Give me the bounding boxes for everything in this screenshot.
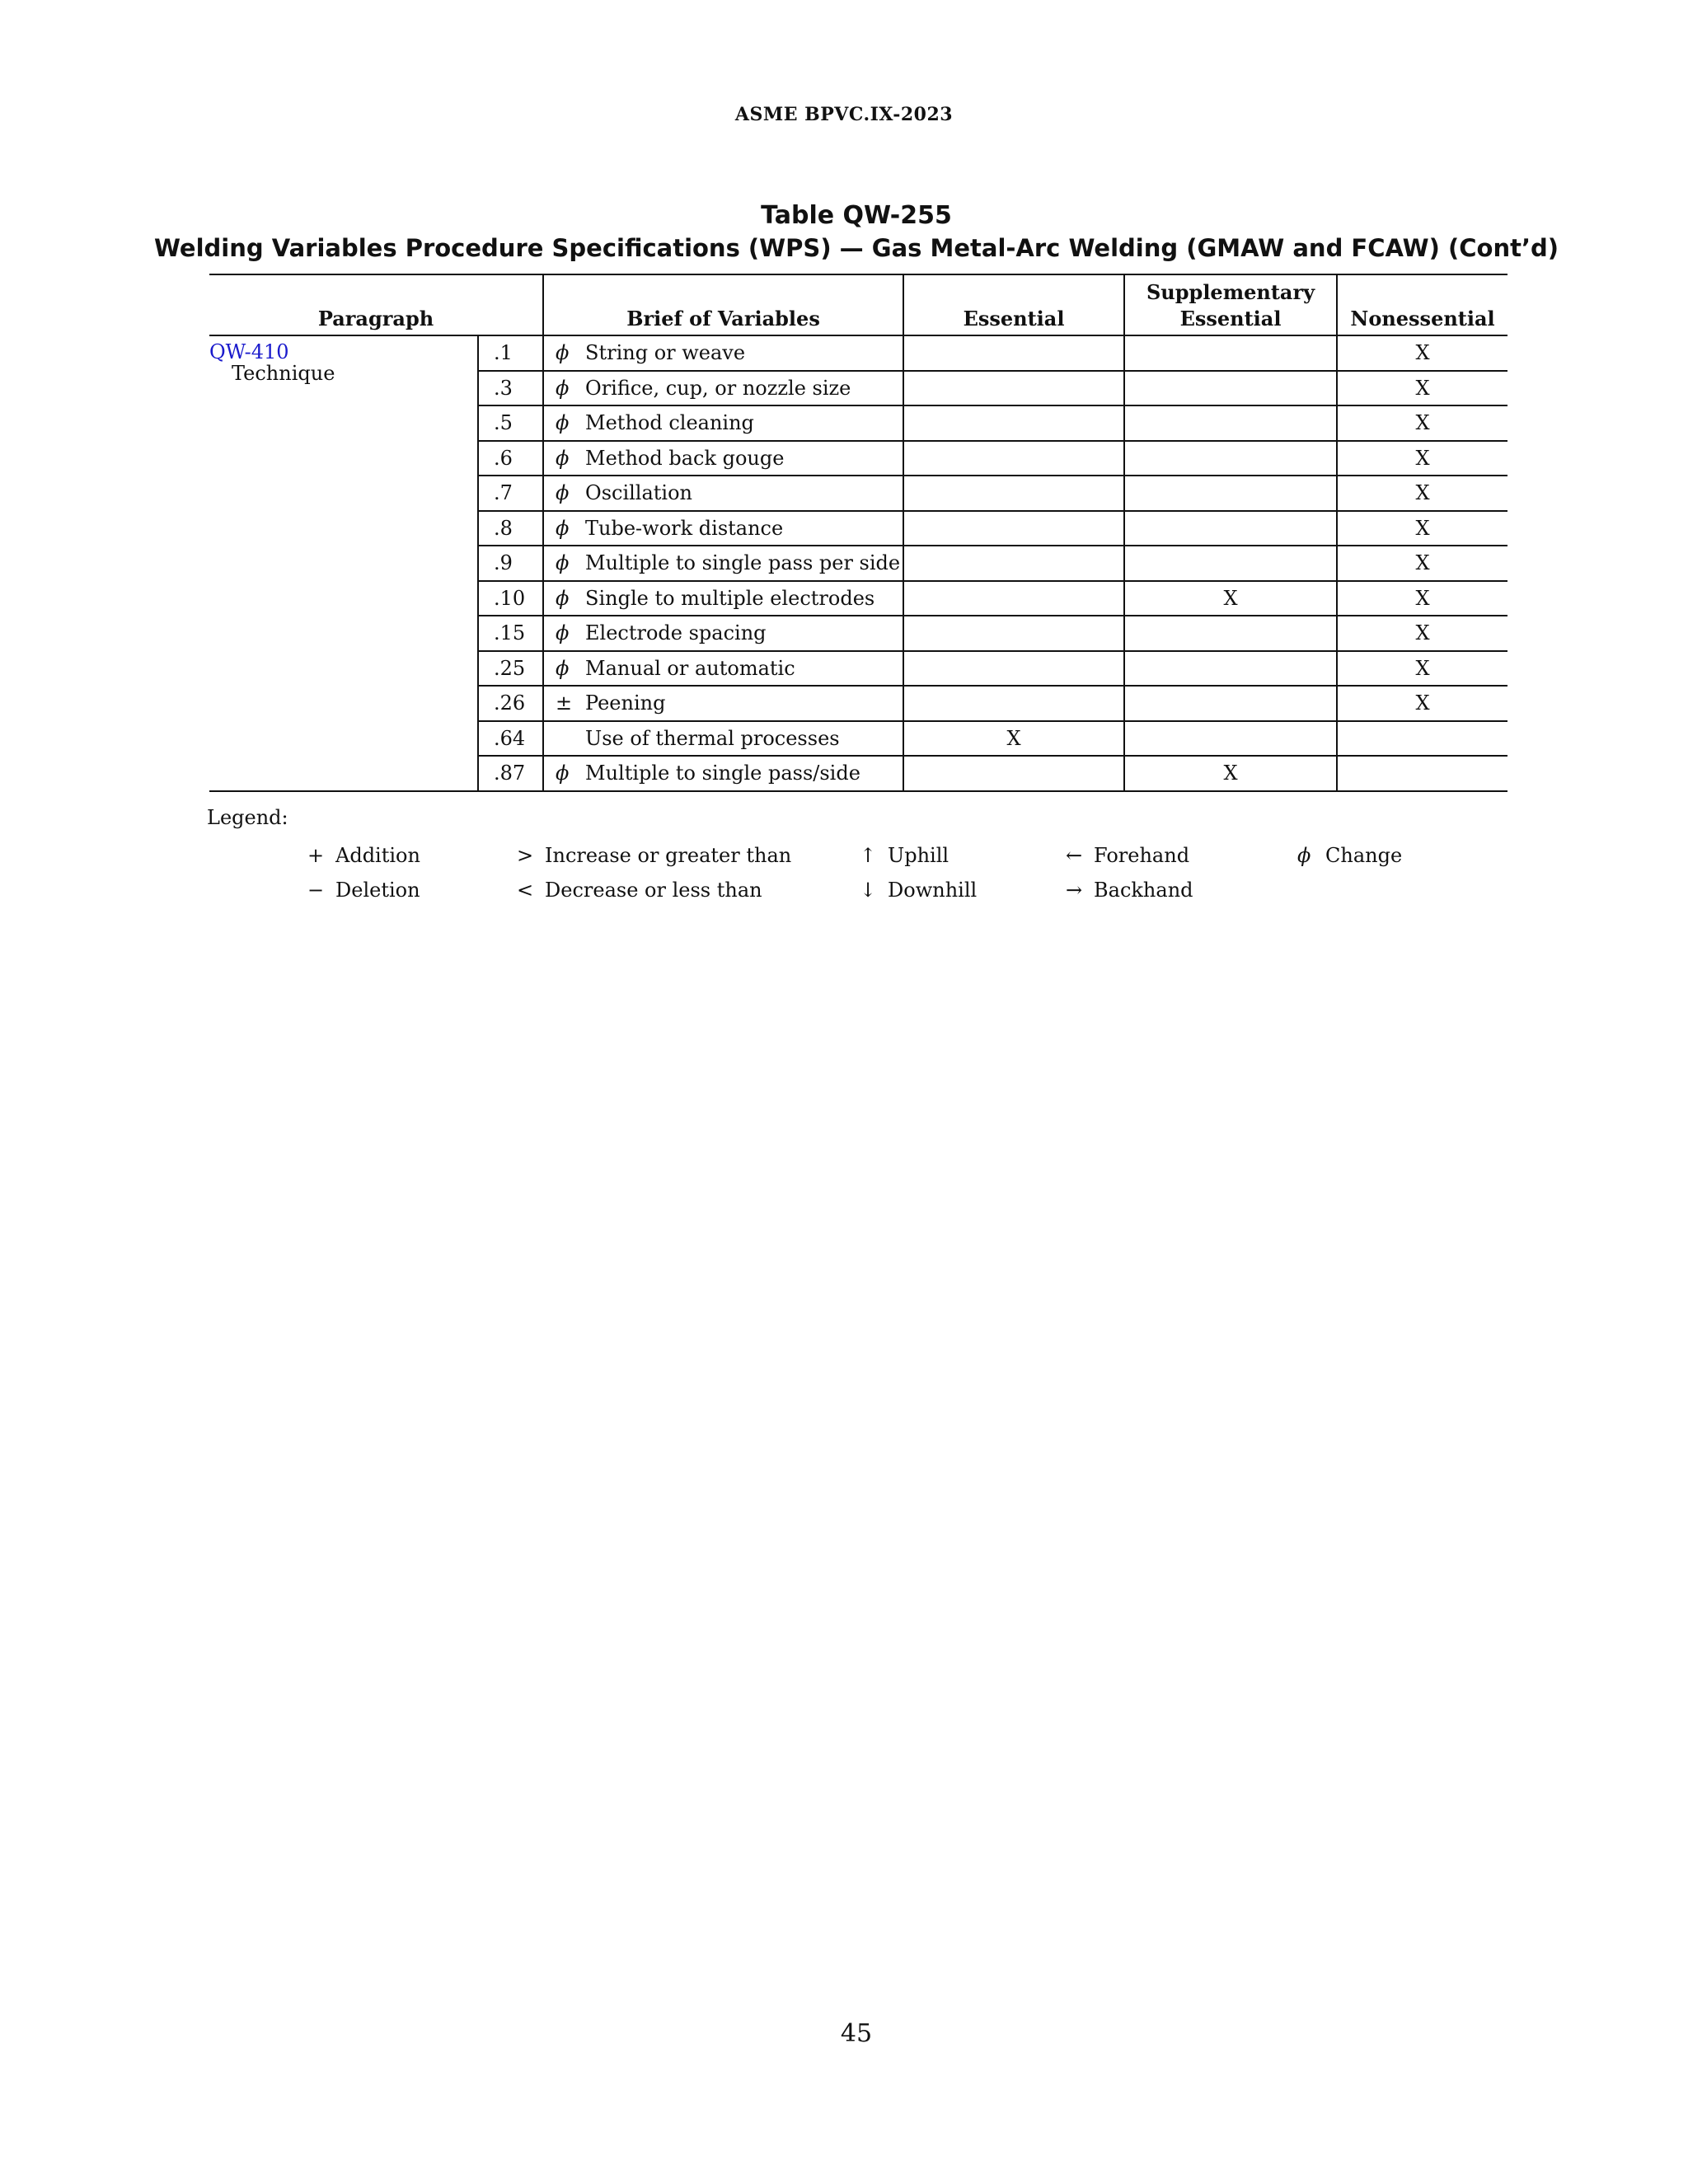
- variable-brief: [543, 616, 903, 651]
- legend-symbol: →: [1066, 879, 1083, 902]
- legend-label: Uphill: [888, 844, 950, 867]
- legend-item: [860, 879, 977, 902]
- table-subtitle: Welding Variables Procedure Specifications (WPS) — Gas Metal-Arc Welding (GMAW and FCAW) (Cont’d): [153, 234, 1559, 262]
- variable-symbol: ϕ: [556, 411, 570, 435]
- column-header-paragraph: Paragraph: [209, 274, 543, 335]
- supplementary-mark: [1124, 441, 1337, 476]
- table-header-row: [209, 274, 1507, 335]
- nonessential-mark: X: [1337, 405, 1507, 441]
- legend-symbol: ↑: [860, 844, 877, 867]
- legend-label: Backhand: [1094, 879, 1193, 902]
- variable-description: Multiple to single pass/side: [585, 762, 860, 785]
- running-header: ASME BPVC.IX-2023: [734, 104, 954, 125]
- legend-symbol: +: [307, 844, 325, 867]
- essential-mark: [903, 441, 1124, 476]
- nonessential-mark: X: [1337, 511, 1507, 546]
- paragraph-subtitle: Technique: [232, 362, 335, 385]
- legend-label: Downhill: [888, 879, 978, 902]
- variable-number: .25: [478, 651, 543, 687]
- supplementary-mark: [1124, 686, 1337, 721]
- legend-label: Change: [1325, 844, 1403, 867]
- variable-number: .6: [478, 441, 543, 476]
- legend: [0, 844, 1688, 918]
- variable-number: .9: [478, 546, 543, 581]
- legend-title: Legend:: [207, 806, 288, 829]
- supplementary-mark: [1124, 371, 1337, 406]
- essential-mark: [903, 581, 1124, 616]
- essential-mark: [903, 511, 1124, 546]
- column-header-supplementary-line1: Supplementary: [1146, 280, 1315, 304]
- legend-item: [517, 844, 791, 867]
- supplementary-mark: X: [1124, 581, 1337, 616]
- legend-item: [517, 879, 762, 902]
- variable-number: .7: [478, 476, 543, 511]
- variable-description: String or weave: [585, 341, 746, 365]
- nonessential-mark: [1337, 756, 1507, 791]
- essential-mark: [903, 756, 1124, 791]
- variable-symbol: ϕ: [556, 481, 570, 505]
- paragraph-cell: [209, 335, 478, 791]
- legend-label: Increase or greater than: [545, 844, 792, 867]
- variable-description: Manual or automatic: [585, 656, 795, 680]
- column-header-nonessential: Nonessential: [1337, 274, 1507, 335]
- legend-symbol: >: [517, 844, 534, 867]
- legend-label: Addition: [335, 844, 420, 867]
- legend-item: [860, 844, 949, 867]
- legend-symbol: −: [307, 879, 325, 902]
- variable-number: .1: [478, 335, 543, 371]
- page-number: 45: [840, 2019, 873, 2048]
- nonessential-mark: X: [1337, 651, 1507, 687]
- variable-brief: [543, 651, 903, 687]
- supplementary-mark: X: [1124, 756, 1337, 791]
- nonessential-mark: X: [1337, 476, 1507, 511]
- variable-description: Tube-work distance: [585, 516, 784, 540]
- variable-description: Method cleaning: [585, 411, 754, 435]
- legend-label: Deletion: [335, 879, 420, 902]
- essential-mark: X: [903, 721, 1124, 757]
- legend-label: Decrease or less than: [545, 879, 762, 902]
- variable-brief: [543, 721, 903, 757]
- essential-mark: [903, 371, 1124, 406]
- variable-description: Peening: [585, 691, 666, 715]
- variable-description: Multiple to single pass per side: [585, 551, 901, 575]
- variable-brief: [543, 441, 903, 476]
- column-header-supplementary: [1124, 274, 1337, 335]
- variable-number: .64: [478, 721, 543, 757]
- variable-number: .8: [478, 511, 543, 546]
- essential-mark: [903, 546, 1124, 581]
- variable-symbol: ϕ: [556, 551, 570, 575]
- variable-symbol: ϕ: [556, 621, 570, 645]
- supplementary-mark: [1124, 616, 1337, 651]
- paragraph-link[interactable]: QW-410: [209, 340, 289, 363]
- variable-symbol: ϕ: [556, 762, 570, 785]
- nonessential-mark: X: [1337, 581, 1507, 616]
- variable-symbol: ±: [556, 691, 573, 715]
- table-body: [209, 335, 1507, 791]
- supplementary-mark: [1124, 546, 1337, 581]
- variable-description: Method back gouge: [585, 446, 785, 470]
- variable-number: .10: [478, 581, 543, 616]
- essential-mark: [903, 686, 1124, 721]
- variable-brief: [543, 476, 903, 511]
- essential-mark: [903, 335, 1124, 371]
- supplementary-mark: [1124, 651, 1337, 687]
- supplementary-mark: [1124, 476, 1337, 511]
- nonessential-mark: X: [1337, 616, 1507, 651]
- variable-description: Oscillation: [585, 481, 693, 505]
- variable-description: Use of thermal processes: [585, 726, 840, 750]
- nonessential-mark: X: [1337, 546, 1507, 581]
- column-header-brief: Brief of Variables: [543, 274, 903, 335]
- legend-item: [1066, 844, 1189, 867]
- variable-number: .87: [478, 756, 543, 791]
- variable-brief: [543, 405, 903, 441]
- column-header-supplementary-line2: Essential: [1179, 307, 1282, 330]
- wps-table: [209, 274, 1507, 792]
- table-title: Table QW-255: [761, 201, 952, 230]
- variable-description: Single to multiple electrodes: [585, 586, 875, 610]
- variable-number: .3: [478, 371, 543, 406]
- variable-number: .15: [478, 616, 543, 651]
- essential-mark: [903, 405, 1124, 441]
- nonessential-mark: [1337, 721, 1507, 757]
- variable-brief: [543, 546, 903, 581]
- legend-label: Forehand: [1094, 844, 1190, 867]
- legend-item: [307, 879, 420, 902]
- variable-symbol: ϕ: [556, 376, 570, 400]
- variable-brief: [543, 686, 903, 721]
- variable-number: .26: [478, 686, 543, 721]
- essential-mark: [903, 651, 1124, 687]
- variable-number: .5: [478, 405, 543, 441]
- variable-symbol: ϕ: [556, 656, 570, 680]
- legend-symbol: <: [517, 879, 534, 902]
- variable-brief: [543, 511, 903, 546]
- table-row: [209, 335, 1507, 371]
- variable-symbol: ϕ: [556, 586, 570, 610]
- nonessential-mark: X: [1337, 335, 1507, 371]
- legend-symbol: ↓: [860, 879, 877, 902]
- legend-symbol: ϕ: [1297, 844, 1311, 867]
- nonessential-mark: X: [1337, 686, 1507, 721]
- legend-item: [1066, 879, 1193, 902]
- variable-description: Electrode spacing: [585, 621, 767, 645]
- essential-mark: [903, 476, 1124, 511]
- variable-brief: [543, 581, 903, 616]
- nonessential-mark: X: [1337, 441, 1507, 476]
- legend-item: [1297, 844, 1402, 867]
- variable-brief: [543, 335, 903, 371]
- legend-symbol: ←: [1066, 844, 1083, 867]
- variable-description: Orifice, cup, or nozzle size: [585, 376, 851, 400]
- variable-brief: [543, 756, 903, 791]
- supplementary-mark: [1124, 335, 1337, 371]
- column-header-essential: Essential: [903, 274, 1124, 335]
- variable-symbol: ϕ: [556, 341, 570, 365]
- legend-item: [307, 844, 420, 867]
- supplementary-mark: [1124, 511, 1337, 546]
- essential-mark: [903, 616, 1124, 651]
- variable-symbol: ϕ: [556, 446, 570, 470]
- supplementary-mark: [1124, 405, 1337, 441]
- variable-symbol: ϕ: [556, 516, 570, 540]
- supplementary-mark: [1124, 721, 1337, 757]
- nonessential-mark: X: [1337, 371, 1507, 406]
- variable-brief: [543, 371, 903, 406]
